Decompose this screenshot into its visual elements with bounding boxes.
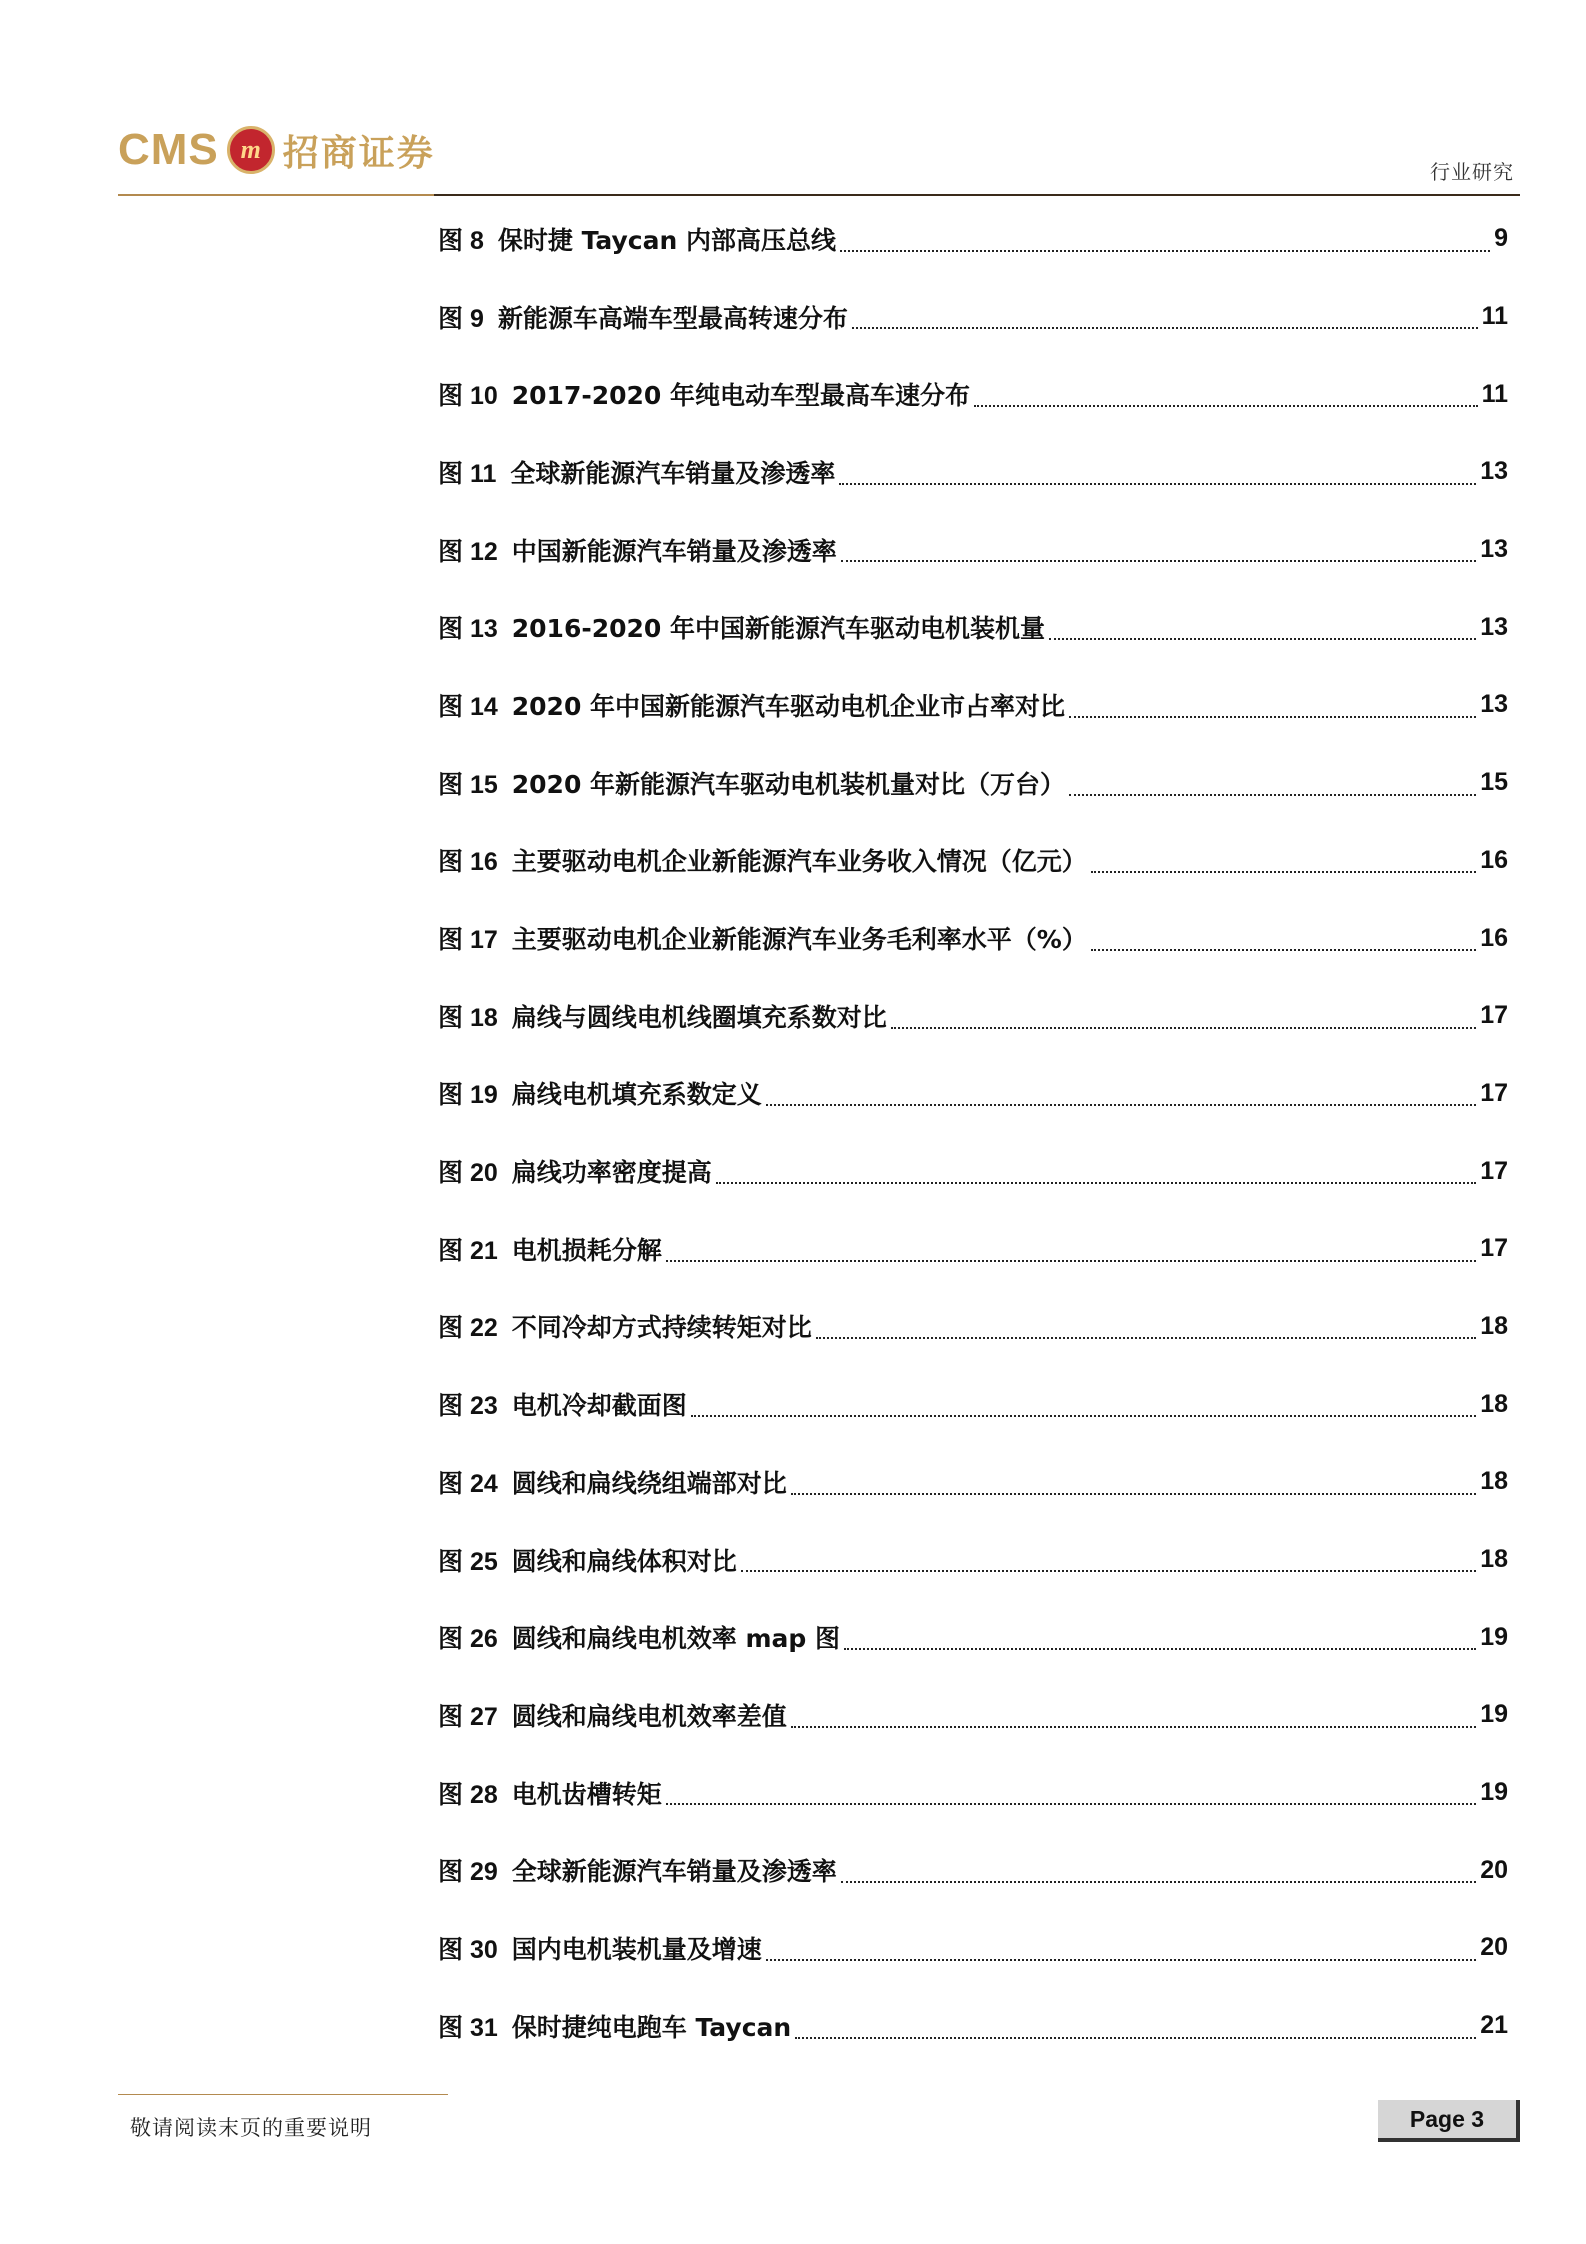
toc-dot-leader (766, 1959, 1476, 1961)
toc-entry-label: 图 21 (438, 1236, 498, 1265)
toc-entry[interactable] (438, 1521, 1508, 1599)
toc-entry[interactable] (438, 744, 1508, 822)
toc-entry[interactable] (438, 1676, 1508, 1754)
toc-entry-label: 图 17 (438, 926, 498, 955)
toc-entry-label: 图 30 (438, 1935, 498, 1964)
toc-entry[interactable] (438, 1909, 1508, 1987)
toc-entry[interactable] (438, 355, 1508, 433)
toc-entry-title: 2016-2020 年中国新能源汽车驱动电机装机量 (511, 614, 1046, 644)
toc-entry-label: 图 28 (438, 1780, 498, 1809)
toc-entry[interactable] (438, 1055, 1508, 1133)
toc-entry-page: 13 (1480, 690, 1508, 719)
toc-entry[interactable] (438, 666, 1508, 744)
toc-entry[interactable] (438, 1443, 1508, 1521)
toc-entry[interactable] (438, 433, 1508, 511)
toc-entry[interactable] (438, 977, 1508, 1055)
toc-entry[interactable] (438, 588, 1508, 666)
toc-dot-leader (666, 1803, 1476, 1805)
toc-entry[interactable] (438, 899, 1508, 977)
toc-entry-page: 9 (1494, 224, 1508, 253)
header-rule-gold (118, 194, 434, 196)
figure-index (438, 200, 1508, 2065)
toc-entry-label: 图 14 (438, 692, 498, 721)
toc-dot-leader (1091, 949, 1476, 951)
footer-disclaimer-note: 敬请阅读末页的重要说明 (130, 2116, 372, 2140)
toc-entry-title: 电机冷却截面图 (511, 1391, 687, 1421)
toc-entry-title: 圆线和扁线体积对比 (511, 1546, 737, 1576)
toc-dot-leader (839, 483, 1476, 485)
toc-entry-page: 13 (1480, 535, 1508, 564)
toc-entry-label: 图 26 (438, 1625, 498, 1654)
toc-entry-page: 19 (1480, 1778, 1508, 1807)
toc-entry[interactable] (438, 1598, 1508, 1676)
toc-entry-title: 2020 年中国新能源汽车驱动电机企业市占率对比 (511, 691, 1066, 721)
footer-rule (118, 2094, 448, 2095)
toc-dot-leader (844, 1648, 1476, 1650)
toc-entry-title: 新能源车高端车型最高转速分布 (497, 303, 848, 333)
toc-dot-leader (841, 1881, 1476, 1883)
toc-entry-title: 圆线和扁线电机效率 map 图 (511, 1624, 840, 1654)
toc-entry-title: 主要驱动电机企业新能源汽车业务收入情况（亿元） (511, 847, 1087, 877)
toc-entry-page: 19 (1480, 1622, 1508, 1651)
toc-entry-page: 15 (1480, 768, 1508, 797)
toc-entry[interactable] (438, 278, 1508, 356)
section-label: 行业研究 (1430, 160, 1514, 184)
toc-dot-leader (1069, 716, 1476, 718)
toc-entry[interactable] (438, 822, 1508, 900)
toc-entry[interactable] (438, 1831, 1508, 1909)
toc-dot-leader (791, 1726, 1476, 1728)
toc-entry-label: 图 13 (438, 615, 498, 644)
toc-entry-label: 图 25 (438, 1547, 498, 1576)
toc-entry-label: 图 23 (438, 1392, 498, 1421)
toc-dot-leader (974, 405, 1478, 407)
toc-entry-page: 18 (1480, 1311, 1508, 1340)
toc-entry-title: 电机损耗分解 (511, 1235, 662, 1265)
logo-company-name: 招商证券 (282, 132, 435, 174)
toc-entry-page: 18 (1480, 1467, 1508, 1496)
toc-entry-page: 17 (1480, 1156, 1508, 1185)
toc-dot-leader (852, 327, 1478, 329)
toc-entry-label: 图 29 (438, 1858, 498, 1887)
toc-entry-label: 图 19 (438, 1081, 498, 1110)
toc-entry-title: 电机齿槽转矩 (511, 1779, 662, 1809)
toc-entry-page: 17 (1480, 1078, 1508, 1107)
company-logo (118, 118, 435, 182)
toc-entry-title: 2017-2020 年纯电动车型最高车速分布 (511, 381, 971, 411)
toc-entry-label: 图 8 (438, 226, 484, 255)
toc-dot-leader (1069, 794, 1476, 796)
toc-entry[interactable] (438, 1132, 1508, 1210)
toc-entry[interactable] (438, 1365, 1508, 1443)
toc-dot-leader (816, 1337, 1476, 1339)
toc-entry-label: 图 20 (438, 1159, 498, 1188)
toc-entry-label: 图 9 (438, 304, 484, 333)
toc-entry-title: 不同冷却方式持续转矩对比 (511, 1313, 812, 1343)
header-rule-dark (434, 194, 1520, 196)
toc-entry-title: 全球新能源汽车销量及渗透率 (510, 458, 836, 488)
toc-entry-title: 中国新能源汽车销量及渗透率 (511, 536, 837, 566)
toc-entry[interactable] (438, 1288, 1508, 1366)
toc-entry[interactable] (438, 1210, 1508, 1288)
toc-entry-page: 18 (1480, 1545, 1508, 1574)
toc-entry-page: 18 (1480, 1389, 1508, 1418)
toc-entry-title: 圆线和扁线电机效率差值 (511, 1701, 787, 1731)
toc-dot-leader (691, 1415, 1476, 1417)
toc-entry-page: 20 (1480, 1855, 1508, 1884)
toc-entry-title: 扁线与圆线电机线圈填充系数对比 (511, 1002, 887, 1032)
toc-entry-page: 11 (1481, 379, 1508, 408)
toc-dot-leader (666, 1260, 1476, 1262)
toc-entry-label: 图 22 (438, 1314, 498, 1343)
toc-entry-page: 20 (1480, 1933, 1508, 1962)
toc-entry-label: 图 18 (438, 1003, 498, 1032)
toc-dot-leader (1091, 871, 1476, 873)
toc-entry-title: 保时捷 Taycan 内部高压总线 (497, 225, 836, 255)
toc-entry-title: 保时捷纯电跑车 Taycan (511, 2012, 792, 2042)
toc-entry-title: 扁线电机填充系数定义 (511, 1080, 762, 1110)
toc-entry-page: 17 (1480, 1234, 1508, 1263)
toc-entry-page: 17 (1480, 1001, 1508, 1030)
toc-entry-label: 图 24 (438, 1469, 498, 1498)
toc-entry-title: 主要驱动电机企业新能源汽车业务毛利率水平（%） (511, 925, 1087, 955)
toc-entry-page: 19 (1480, 1700, 1508, 1729)
toc-dot-leader (1049, 638, 1476, 640)
toc-entry-page: 13 (1480, 612, 1508, 641)
toc-dot-leader (716, 1182, 1476, 1184)
page-number-badge: Page 3 (1378, 2100, 1520, 2142)
toc-entry-title: 2020 年新能源汽车驱动电机装机量对比（万台） (511, 769, 1066, 799)
toc-dot-leader (795, 2037, 1476, 2039)
toc-entry-label: 图 31 (438, 2013, 498, 2042)
toc-entry-label: 图 12 (438, 537, 498, 566)
toc-entry[interactable] (438, 511, 1508, 589)
toc-entry[interactable] (438, 200, 1508, 278)
toc-entry[interactable] (438, 1754, 1508, 1832)
toc-dot-leader (891, 1027, 1476, 1029)
toc-entry-page: 16 (1480, 923, 1508, 952)
logo-emblem-icon: m (227, 126, 275, 174)
toc-entry-page: 21 (1480, 2011, 1508, 2040)
toc-dot-leader (741, 1570, 1476, 1572)
toc-entry-label: 图 11 (438, 459, 497, 488)
logo-cms-text: CMS (118, 125, 219, 174)
toc-entry-label: 图 27 (438, 1702, 498, 1731)
toc-entry-title: 国内电机装机量及增速 (511, 1934, 762, 1964)
toc-entry-label: 图 16 (438, 848, 498, 877)
toc-entry-title: 扁线功率密度提高 (511, 1158, 712, 1188)
toc-entry-title: 圆线和扁线绕组端部对比 (511, 1468, 787, 1498)
toc-dot-leader (766, 1104, 1476, 1106)
toc-dot-leader (841, 560, 1476, 562)
toc-dot-leader (840, 250, 1490, 252)
toc-entry-page: 11 (1481, 302, 1508, 331)
toc-entry-title: 全球新能源汽车销量及渗透率 (511, 1857, 837, 1887)
toc-entry-label: 图 10 (438, 382, 498, 411)
toc-entry-page: 16 (1480, 845, 1508, 874)
toc-entry-label: 图 15 (438, 770, 498, 799)
toc-entry-page: 13 (1480, 457, 1508, 486)
toc-dot-leader (791, 1493, 1476, 1495)
toc-entry[interactable] (438, 1987, 1508, 2065)
